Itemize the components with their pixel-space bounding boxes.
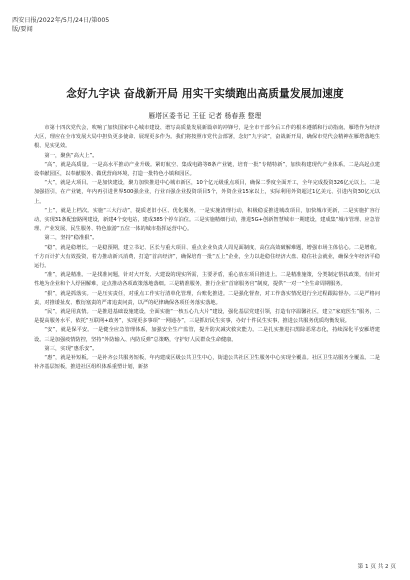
- source-meta: [12, 16, 109, 34]
- article-title: 念好九字诀 奋战新开局 用实干实绩跑出高质量发展加速度: [66, 88, 344, 100]
- paragraph: “上”，就是上档次。实施“三大行动”，提质老旧小区、优化服务，一是实施清理行动，积极稳妥推进城改项目，加快城市更新，二是实施扩容行动，实现31条配套路网建设，新建4个变电站，建成385个停车泊位。三是实施精细行动，推进5G+创新智慧城市一期建设，建成集“城市管理、应急管理、产业发展、民生服务、特色旅游”五位一体的城市指挥运营中心。: [34, 207, 380, 233]
- paragraph: “大”，就是大项目。一是加快建设，聚力加快推进中心城市新区，10个亿元级重点项目，确保二季度全面开工，全年完成投资326亿元以上。二是加强招引，在产业链，年内再引进世界500强企业，行业百强企业投资项目5个，外资企业15家以上，实际利用外资超过1亿美元、引进内资30亿元以上。: [34, 180, 380, 205]
- section-heading: 第三，实现“惠乐安”。: [44, 345, 98, 352]
- paragraph: “狠”，就是抓落实。一是压实责任，对重点工作实行清单化管理，台账化推进。二是强化督查，对工作落实情况进行全过程跟踪督办。三是严格问责，对推诿扯皮、敷衍塞责的严肃追责问责，以严的纪律确保各项任务落实落地。: [34, 290, 380, 306]
- article-byline: 雁塔区委书记 王征 记者 杨春燕 整理: [148, 112, 262, 120]
- paragraph: “民”，就是用真情。一是推进基础设施建设，全面实施“一核五心九大片”建设，强化基层党建引领，打造有序温馨社区，建立“家庭医生”服务，二是提高服务水平，依托“互联网+政务”，实现更多事项“一网通办”，三是抓好民生实事，办好十件民生实事，推进公共服务优质均衡发展。: [34, 309, 380, 325]
- page-label: 版/要闻: [12, 26, 33, 33]
- article-body: [34, 124, 380, 372]
- paragraph: “高”，就是高质量。一是高水平推动产业升级。紧盯航空、集成电路等8条产业链，培育一批“专精特新”，加快构建现代产业体系。二是高起点建设奉献园区，以奉献服务、做优营商环境，打造一批特色小镇和园区。: [34, 161, 380, 178]
- section-heading: 第一，聚焦“高大上”。: [44, 152, 98, 159]
- paragraph: “稳”，就是稳增长。一是稳预期，建立书记、区长与重大项目、重点企业负责人周见面制度，高位高效破解难题，增强市场主体信心。二是增收。千方百计扩大有效投资，着力推动新兴消费，打造“首店经济”，确保培育一批“五上”企业，全力以赴稳住经济大盘、稳住社会就业，确保全年经济平稳运行。: [34, 244, 380, 270]
- paragraph: “惠”，就是补短板。一是补齐公共服务短板，年内建成区级公共卫生中心，街道公共社区卫生服务中心实现全覆盖。社区卫生站服务全覆盖。二是补齐基层短板，推进社区组织体系重塑计划，新挤: [34, 355, 380, 371]
- paragraph: 市第十四次党代会，吹响了加快国家中心城市建设、谱写高质量发展新篇章的冲锋号，是全市干部今后工作的根本遵循和行动指南。雁塔作为经济大区，理应在全市发展大局中担负更多使命、展现更多作为。我们将按照市党代会部署，念好“九字诀”，奋战新开局，确保市党代会精神在雁塔落地生根、见实见效。: [34, 125, 380, 150]
- paragraph: “准”，就是精准。一是找准问题，针对大开发、大建设的现实所需，主要矛盾，重心放在项目推进上。二是精准施策，分类制定帮扶政策，有针对性地为企业和个人纾困解难，定点推动各项政策落地落细。三是精准服务，推行企业“首席服务官”制度，提供“一对一”全生命周期服务。: [34, 272, 380, 288]
- paragraph: “安”，就是保平安。一是健全应急管理体系，加强安全生产监管，提升防灾减灾救灾能力。二是扎实推进扫黑除恶常态化，持续深化平安雁塔建设。三是加强疫情防控，坚持“外防输入、内防反弹”总策略，守护好人民群众生命健康。: [34, 327, 380, 343]
- source-line: 西安日报/2022年/5月/24日/第005: [12, 17, 110, 24]
- section-heading: 第二，坚持“稳准狠”。: [44, 235, 98, 242]
- page-number: 第 1 页 共 2 页: [357, 564, 396, 570]
